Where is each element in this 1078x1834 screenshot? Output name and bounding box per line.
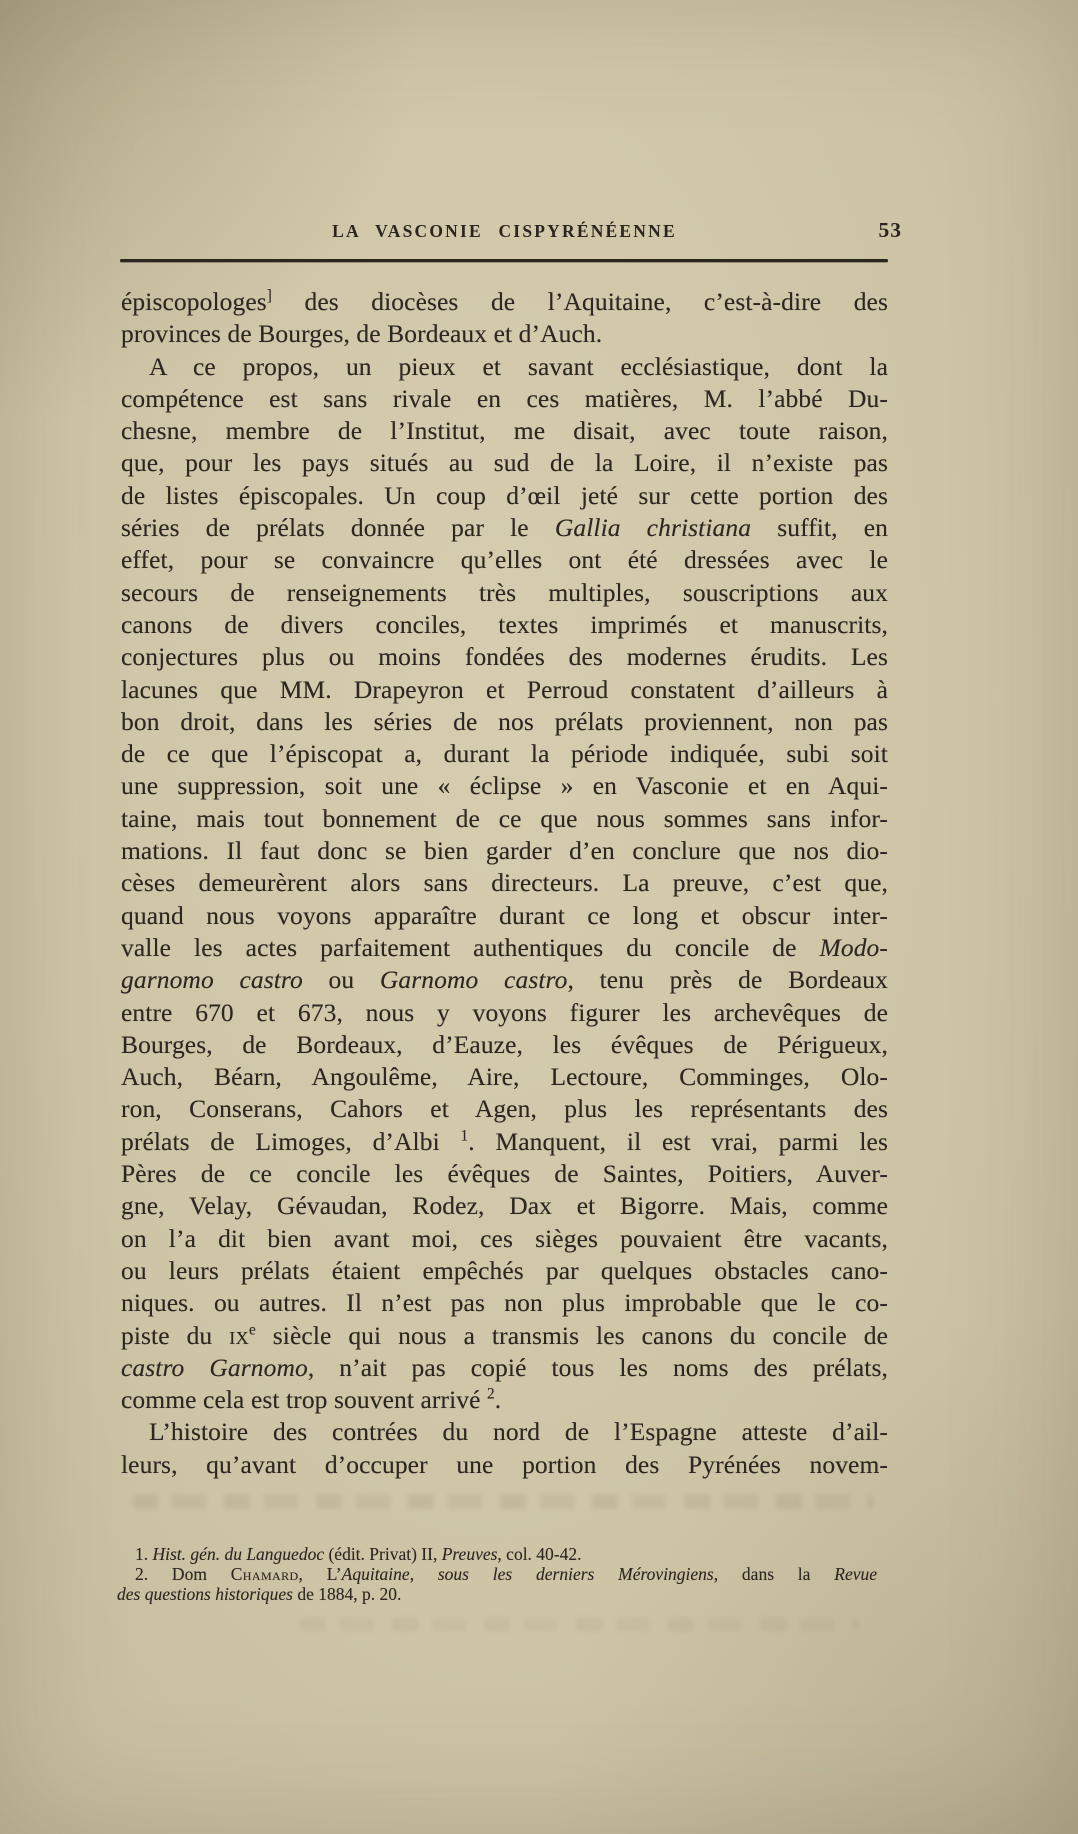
text-line: [117, 1545, 877, 1565]
text-segment: Pères de ce concile les évêques de Saintes, Poitiers, Auver-: [121, 1159, 888, 1189]
text-segment-italic: Aquitaine: [341, 1563, 410, 1584]
text-line: [121, 415, 888, 447]
text-line: [121, 1320, 888, 1352]
text-segment: ou leurs prélats étaient empêchés par quelques obstacles cano-: [121, 1255, 888, 1285]
text-line: [121, 286, 888, 318]
text-segment: provinces de Bourges, de Bordeaux et d’Auch.: [121, 319, 603, 349]
text-segment: quand nous voyons apparaître durant ce long et obscur inter-: [121, 900, 888, 930]
header-rule: [120, 259, 888, 262]
text-line: [121, 447, 888, 479]
text-segment: ,: [409, 1563, 438, 1584]
text-segment: canons de divers conciles, textes imprimés et manuscrits,: [121, 609, 888, 639]
page-body: [121, 286, 888, 1481]
text-line: [121, 674, 888, 706]
text-line: [121, 383, 888, 415]
text-segment: conjectures plus ou moins fondées des modernes érudits. Les: [121, 642, 888, 672]
text-segment-sup: 1: [460, 1127, 469, 1145]
text-line: [117, 1565, 877, 1585]
text-segment: ou: [302, 965, 380, 995]
text-line: [121, 480, 888, 512]
text-segment-sup: e: [248, 1321, 256, 1338]
header-title: LA VASCONIE CISPYRÉNÉENNE: [332, 221, 677, 241]
text-segment: cèses demeurèrent alors sans directeurs. La preuve, c’est que,: [121, 868, 888, 898]
text-segment-italic: garnomo castro: [121, 965, 303, 995]
text-line: [121, 1449, 888, 1481]
text-segment: , tenu près de Bordeaux: [567, 965, 888, 995]
text-segment: lacunes que MM. Drapeyron et Perroud constatent d’ailleurs à: [121, 674, 888, 704]
text-line: [121, 351, 888, 383]
text-segment-smallcaps: Chamard: [230, 1563, 299, 1584]
text-segment: de ce que l’épiscopat a, durant la période indiquée, subi soit: [121, 739, 888, 769]
text-segment-smallcaps: ix: [229, 1320, 249, 1350]
paragraph: [117, 1565, 877, 1605]
text-segment: entre 670 et 673, nous y voyons figurer les archevêques de: [121, 997, 888, 1027]
text-segment: secours de renseignements très multiples, souscriptions aux: [121, 577, 888, 607]
text-segment: (édit. Privat) II,: [324, 1544, 442, 1564]
text-line: [121, 1061, 888, 1093]
text-line: [121, 738, 888, 770]
text-segment: de 1884, p. 20.: [292, 1583, 402, 1604]
text-segment: suffit, en: [751, 513, 888, 543]
paragraph: [117, 1545, 877, 1565]
text-segment: séries de prélats donnée par le: [121, 513, 555, 543]
text-segment: leurs, qu’avant d’occuper une portion des Pyrénées novem-: [121, 1449, 888, 1479]
text-segment: comme cela est trop souvent arrivé: [121, 1385, 488, 1415]
text-line: [121, 1416, 888, 1448]
text-line: [121, 1029, 888, 1061]
running-header: [121, 218, 902, 251]
text-segment-italic: Gallia christiana: [554, 513, 752, 543]
text-line: [121, 1223, 888, 1255]
paragraph: [121, 351, 888, 1417]
text-line: [121, 932, 888, 964]
text-segment: ron, Conserans, Cahors et Agen, plus les représentants des: [121, 1094, 888, 1124]
text-segment: niques. ou autres. Il n’est pas non plus improbable que le co-: [121, 1288, 888, 1318]
text-segment: taine, mais tout bonnement de ce que nous sommes sans infor-: [121, 803, 888, 833]
text-segment: . Manquent, il est vrai, parmi les: [468, 1126, 888, 1156]
text-segment-italic: Hist. gén. du Languedoc: [152, 1544, 325, 1564]
text-segment: , dans la: [713, 1563, 835, 1584]
text-segment-sup: ]: [266, 287, 272, 305]
text-segment-italic: castro Garnomo: [121, 1352, 308, 1382]
text-line: [121, 1190, 888, 1222]
text-segment: épiscopologes: [121, 287, 267, 316]
text-segment-italic: Revue: [834, 1563, 877, 1584]
text-line: [121, 867, 888, 899]
text-line: [121, 512, 888, 544]
text-segment: .: [494, 1385, 502, 1415]
text-line: [121, 803, 888, 835]
text-segment-italic: Preuves: [441, 1544, 498, 1564]
text-segment: Bourges, de Bordeaux, d’Eauze, les évêques de Périgueux,: [121, 1029, 888, 1059]
text-line: [121, 997, 888, 1029]
text-segment: une suppression, soit une « éclipse » en Vasconie et en Aqui-: [121, 771, 888, 801]
page-number: 53: [878, 218, 902, 242]
text-segment: de listes épiscopales. Un coup d’œil jeté sur cette portion des: [121, 480, 888, 510]
text-segment: piste du: [121, 1320, 230, 1350]
text-segment: 1.: [135, 1544, 153, 1564]
paragraph: [121, 1416, 888, 1481]
bleedthrough-smudge: [132, 1494, 874, 1509]
text-line: [121, 544, 888, 576]
text-line: [121, 641, 888, 673]
text-line: [121, 1384, 888, 1416]
text-line: [121, 318, 888, 350]
text-segment: bon droit, dans les séries de nos prélats proviennent, non pas: [121, 706, 888, 736]
text-segment: Auch, Béarn, Angoulême, Aire, Lectoure, Comminges, Olo-: [121, 1062, 888, 1092]
text-line: [117, 1585, 877, 1605]
text-segment: siècle qui nous a transmis les canons du concile de: [255, 1320, 888, 1350]
text-segment: chesne, membre de l’Institut, me disait, avec toute raison,: [121, 416, 888, 446]
text-segment: , n’ait pas copié tous les noms des prélats,: [307, 1352, 888, 1382]
text-segment-italic: Modo-: [819, 932, 888, 962]
text-segment-italic: Garnomo castro: [379, 965, 568, 995]
text-segment: , col. 40-42.: [497, 1544, 582, 1564]
text-line: [121, 609, 888, 641]
text-line: [121, 835, 888, 867]
text-line: [121, 1093, 888, 1125]
text-line: [121, 900, 888, 932]
text-line: [121, 1352, 888, 1384]
text-segment-italic: sous les derniers Mérovingiens: [437, 1563, 714, 1584]
text-line: [121, 706, 888, 738]
text-line: [121, 1158, 888, 1190]
text-segment: on l’a dit bien avant moi, ces sièges pouvaient être vacants,: [121, 1223, 888, 1253]
text-segment-sup: 2: [487, 1385, 495, 1403]
text-segment: compétence est sans rivale en ces matières, M. l’abbé Du-: [121, 383, 888, 413]
text-segment: valle les actes parfaitement authentiques du concile de: [121, 932, 820, 962]
text-segment: des diocèses de l’Aquitaine, c’est-à-dire des: [271, 287, 888, 316]
footnotes: [117, 1545, 877, 1604]
text-segment: gne, Velay, Gévaudan, Rodez, Dax et Bigorre. Mais, comme: [121, 1191, 888, 1221]
text-segment: prélats de Limoges, d’Albi: [121, 1126, 461, 1156]
text-segment: A ce propos, un pieux et savant ecclésiastique, dont la: [149, 351, 888, 381]
text-segment: L’histoire des contrées du nord de l’Espagne atteste d’ail-: [149, 1417, 888, 1447]
text-line: [121, 577, 888, 609]
text-segment: 2. Dom: [135, 1563, 231, 1584]
text-segment: effet, pour se convaincre qu’elles ont été dressées avec le: [121, 545, 888, 575]
text-line: [121, 770, 888, 802]
text-segment: que, pour les pays situés au sud de la Loire, il n’existe pas: [121, 448, 888, 478]
text-line: [121, 964, 888, 996]
text-segment: , L’: [298, 1563, 342, 1584]
text-line: [121, 1287, 888, 1319]
text-line: [121, 1255, 888, 1287]
text-segment: mations. Il faut donc se bien garder d’en conclure que nos dio-: [121, 836, 888, 866]
text-segment-italic: des questions historiques: [117, 1583, 293, 1604]
paragraph: [121, 286, 888, 351]
text-line: [121, 1126, 888, 1158]
bleedthrough-smudge: [300, 1618, 860, 1631]
